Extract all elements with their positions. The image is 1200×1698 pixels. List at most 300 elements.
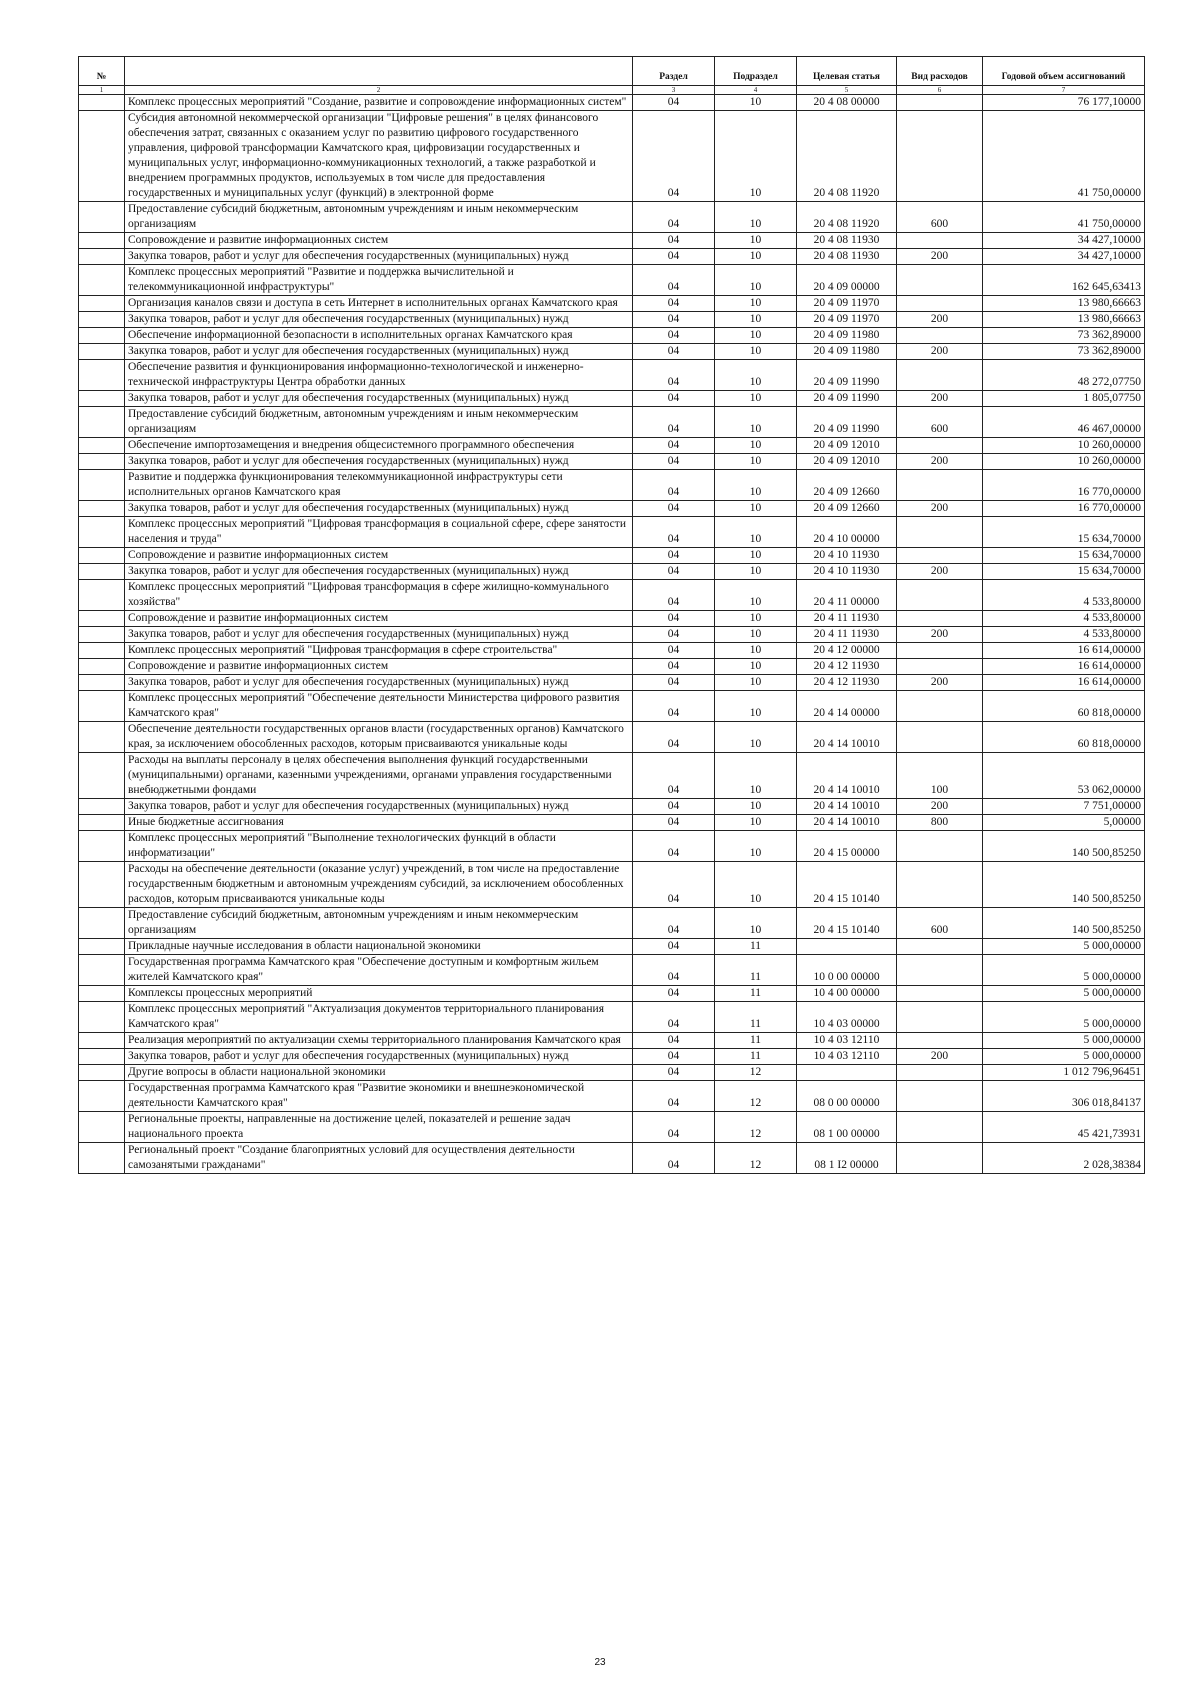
cell-razdel: 04 <box>633 1143 715 1174</box>
cell-name: Расходы на выплаты персоналу в целях обеспечения выполнения функций государственными (муниципальными) органами, казенными учреждениями, органами управления государственными внебюджетными фондами <box>125 753 633 799</box>
cell-target-article: 20 4 09 11990 <box>797 407 897 438</box>
cell-expense-type: 200 <box>897 627 983 643</box>
cell-amount: 46 467,00000 <box>983 407 1145 438</box>
cell-num <box>79 753 125 799</box>
cell-razdel: 04 <box>633 344 715 360</box>
table-row <box>79 438 1145 454</box>
table-row <box>79 1065 1145 1081</box>
cell-amount: 306 018,84137 <box>983 1081 1145 1112</box>
cell-name: Обеспечение деятельности государственных органов власти (государственных органов) Камчатского края, за исключением обособленных расходов, которым присваиваются уникальные коды <box>125 722 633 753</box>
cell-razdel: 04 <box>633 265 715 296</box>
cell-target-article: 10 4 03 00000 <box>797 1002 897 1033</box>
column-number: 2 <box>125 86 633 95</box>
header-expense-type: Вид расходов <box>897 57 983 86</box>
cell-name: Обеспечение развития и функционирования информационно-технологической и инженерно-технической инфраструктуры Центра обработки данных <box>125 360 633 391</box>
cell-num <box>79 939 125 955</box>
table-row <box>79 691 1145 722</box>
cell-amount: 4 533,80000 <box>983 580 1145 611</box>
cell-podrazdel: 12 <box>715 1065 797 1081</box>
cell-amount: 41 750,00000 <box>983 202 1145 233</box>
cell-expense-type: 200 <box>897 564 983 580</box>
cell-podrazdel: 10 <box>715 470 797 501</box>
cell-razdel: 04 <box>633 955 715 986</box>
table-row <box>79 1049 1145 1065</box>
table-row <box>79 862 1145 908</box>
cell-podrazdel: 12 <box>715 1112 797 1143</box>
cell-num <box>79 517 125 548</box>
cell-amount: 16 770,00000 <box>983 470 1145 501</box>
cell-name: Комплекс процессных мероприятий "Развитие и поддержка вычислительной и телекоммуникационной инфраструктуры" <box>125 265 633 296</box>
table-row <box>79 627 1145 643</box>
cell-num <box>79 548 125 564</box>
table-row <box>79 202 1145 233</box>
cell-num <box>79 95 125 111</box>
cell-expense-type <box>897 1112 983 1143</box>
cell-expense-type <box>897 611 983 627</box>
table-row <box>79 111 1145 202</box>
cell-target-article: 20 4 09 12010 <box>797 438 897 454</box>
budget-sheet <box>78 56 1144 1174</box>
cell-name: Государственная программа Камчатского края "Обеспечение доступным и комфортным жильем жителей Камчатского края" <box>125 955 633 986</box>
cell-amount: 4 533,80000 <box>983 627 1145 643</box>
header-target-article: Целевая статья <box>797 57 897 86</box>
cell-target-article: 20 4 09 11990 <box>797 360 897 391</box>
cell-expense-type <box>897 548 983 564</box>
cell-razdel: 04 <box>633 1033 715 1049</box>
cell-name: Расходы на обеспечение деятельности (оказание услуг) учреждений, в том числе на предоставление государственным бюджетным и автономным учреждениям субсидий, за исключением обособленных расходов, которым присваиваются уникальные коды <box>125 862 633 908</box>
cell-podrazdel: 10 <box>715 691 797 722</box>
cell-expense-type <box>897 470 983 501</box>
cell-podrazdel: 10 <box>715 328 797 344</box>
cell-podrazdel: 10 <box>715 862 797 908</box>
cell-expense-type <box>897 939 983 955</box>
cell-name: Закупка товаров, работ и услуг для обеспечения государственных (муниципальных) нужд <box>125 344 633 360</box>
cell-expense-type <box>897 986 983 1002</box>
cell-expense-type: 200 <box>897 454 983 470</box>
cell-podrazdel: 11 <box>715 939 797 955</box>
cell-razdel: 04 <box>633 296 715 312</box>
cell-podrazdel: 12 <box>715 1081 797 1112</box>
cell-expense-type <box>897 1002 983 1033</box>
cell-razdel: 04 <box>633 360 715 391</box>
table-row <box>79 312 1145 328</box>
page-number: 23 <box>594 1657 606 1668</box>
cell-razdel: 04 <box>633 1002 715 1033</box>
cell-target-article: 20 4 15 10140 <box>797 862 897 908</box>
cell-target-article: 20 4 09 11970 <box>797 312 897 328</box>
table-row <box>79 611 1145 627</box>
cell-podrazdel: 10 <box>715 296 797 312</box>
cell-podrazdel: 10 <box>715 908 797 939</box>
cell-name: Обеспечение импортозамещения и внедрения общесистемного программного обеспечения <box>125 438 633 454</box>
cell-target-article: 20 4 09 12660 <box>797 470 897 501</box>
cell-amount: 1 012 796,96451 <box>983 1065 1145 1081</box>
table-row <box>79 1033 1145 1049</box>
table-row <box>79 407 1145 438</box>
cell-target-article: 20 4 12 00000 <box>797 643 897 659</box>
cell-razdel: 04 <box>633 627 715 643</box>
table-row <box>79 564 1145 580</box>
cell-num <box>79 328 125 344</box>
cell-target-article: 10 0 00 00000 <box>797 955 897 986</box>
cell-num <box>79 675 125 691</box>
cell-target-article <box>797 939 897 955</box>
cell-podrazdel: 10 <box>715 548 797 564</box>
cell-amount: 5 000,00000 <box>983 1049 1145 1065</box>
cell-podrazdel: 10 <box>715 202 797 233</box>
cell-target-article: 20 4 11 11930 <box>797 627 897 643</box>
cell-name: Реализация мероприятий по актуализации схемы территориального планирования Камчатского края <box>125 1033 633 1049</box>
cell-name: Закупка товаров, работ и услуг для обеспечения государственных (муниципальных) нужд <box>125 627 633 643</box>
cell-amount: 4 533,80000 <box>983 611 1145 627</box>
cell-podrazdel: 10 <box>715 753 797 799</box>
cell-name: Сопровождение и развитие информационных систем <box>125 659 633 675</box>
cell-name: Закупка товаров, работ и услуг для обеспечения государственных (муниципальных) нужд <box>125 312 633 328</box>
cell-expense-type <box>897 95 983 111</box>
column-number-row <box>79 86 1145 95</box>
table-row <box>79 831 1145 862</box>
cell-num <box>79 501 125 517</box>
cell-amount: 2 028,38384 <box>983 1143 1145 1174</box>
column-number: 1 <box>79 86 125 95</box>
cell-num <box>79 862 125 908</box>
cell-razdel: 04 <box>633 312 715 328</box>
cell-amount: 16 614,00000 <box>983 675 1145 691</box>
cell-name: Закупка товаров, работ и услуг для обеспечения государственных (муниципальных) нужд <box>125 454 633 470</box>
cell-num <box>79 722 125 753</box>
cell-razdel: 04 <box>633 675 715 691</box>
cell-amount: 10 260,00000 <box>983 438 1145 454</box>
cell-amount: 16 614,00000 <box>983 659 1145 675</box>
table-row <box>79 753 1145 799</box>
cell-podrazdel: 10 <box>715 517 797 548</box>
cell-name: Закупка товаров, работ и услуг для обеспечения государственных (муниципальных) нужд <box>125 391 633 407</box>
cell-podrazdel: 10 <box>715 265 797 296</box>
table-row <box>79 815 1145 831</box>
cell-amount: 73 362,89000 <box>983 344 1145 360</box>
cell-expense-type <box>897 862 983 908</box>
cell-name: Комплекс процессных мероприятий "Обеспечение деятельности Министерства цифрового развития Камчатского края" <box>125 691 633 722</box>
cell-target-article: 20 4 11 00000 <box>797 580 897 611</box>
cell-expense-type <box>897 643 983 659</box>
cell-num <box>79 831 125 862</box>
cell-num <box>79 312 125 328</box>
cell-num <box>79 659 125 675</box>
cell-amount: 16 614,00000 <box>983 643 1145 659</box>
cell-expense-type <box>897 659 983 675</box>
cell-razdel: 04 <box>633 1112 715 1143</box>
cell-name: Субсидия автономной некоммерческой организации "Цифровые решения" в целях финансового обеспечения затрат, связанных с оказанием услуг по развитию цифрового государственного управления, цифровой трансформации Камчатского края, цифровизации государственных и муниципальных услуг, информационно-коммуникационных технологий, а также разработкой и внедрением программных продуктов, используемых в том числе для предоставления государственных и муниципальных услуг (функций) в электронной форме <box>125 111 633 202</box>
cell-name: Государственная программа Камчатского края "Развитие экономики и внешнеэкономической деятельности Камчатского края" <box>125 1081 633 1112</box>
cell-num <box>79 202 125 233</box>
cell-podrazdel: 10 <box>715 564 797 580</box>
cell-num <box>79 265 125 296</box>
cell-num <box>79 470 125 501</box>
cell-podrazdel: 10 <box>715 438 797 454</box>
cell-razdel: 04 <box>633 501 715 517</box>
cell-podrazdel: 10 <box>715 799 797 815</box>
cell-podrazdel: 10 <box>715 659 797 675</box>
cell-amount: 7 751,00000 <box>983 799 1145 815</box>
cell-razdel: 04 <box>633 691 715 722</box>
cell-target-article <box>797 1065 897 1081</box>
cell-razdel: 04 <box>633 454 715 470</box>
cell-podrazdel: 10 <box>715 611 797 627</box>
table-body <box>79 95 1145 1174</box>
cell-expense-type: 200 <box>897 344 983 360</box>
cell-podrazdel: 10 <box>715 454 797 470</box>
cell-podrazdel: 12 <box>715 1143 797 1174</box>
cell-name: Прикладные научные исследования в области национальной экономики <box>125 939 633 955</box>
cell-podrazdel: 10 <box>715 344 797 360</box>
cell-podrazdel: 10 <box>715 360 797 391</box>
cell-target-article: 20 4 10 00000 <box>797 517 897 548</box>
cell-num <box>79 986 125 1002</box>
table-row <box>79 470 1145 501</box>
cell-podrazdel: 10 <box>715 675 797 691</box>
table-row <box>79 296 1145 312</box>
cell-num <box>79 815 125 831</box>
cell-razdel: 04 <box>633 1065 715 1081</box>
cell-name: Предоставление субсидий бюджетным, автономным учреждениям и иным некоммерческим организациям <box>125 407 633 438</box>
cell-razdel: 04 <box>633 659 715 675</box>
column-number: 3 <box>633 86 715 95</box>
cell-podrazdel: 10 <box>715 831 797 862</box>
cell-amount: 5 000,00000 <box>983 1033 1145 1049</box>
cell-num <box>79 111 125 202</box>
cell-amount: 5,00000 <box>983 815 1145 831</box>
header-podrazdel: Подраздел <box>715 57 797 86</box>
cell-target-article: 20 4 08 11930 <box>797 249 897 265</box>
cell-num <box>79 611 125 627</box>
cell-num <box>79 1033 125 1049</box>
cell-target-article: 20 4 14 00000 <box>797 691 897 722</box>
cell-expense-type: 600 <box>897 407 983 438</box>
cell-num <box>79 360 125 391</box>
table-row <box>79 799 1145 815</box>
cell-name: Закупка товаров, работ и услуг для обеспечения государственных (муниципальных) нужд <box>125 1049 633 1065</box>
table-row <box>79 517 1145 548</box>
cell-expense-type: 200 <box>897 312 983 328</box>
cell-expense-type <box>897 438 983 454</box>
cell-name: Другие вопросы в области национальной экономики <box>125 1065 633 1081</box>
cell-amount: 5 000,00000 <box>983 939 1145 955</box>
cell-razdel: 04 <box>633 470 715 501</box>
cell-target-article: 20 4 08 11920 <box>797 202 897 233</box>
cell-expense-type <box>897 1081 983 1112</box>
cell-podrazdel: 10 <box>715 391 797 407</box>
cell-name: Предоставление субсидий бюджетным, автономным учреждениям и иным некоммерческим организациям <box>125 202 633 233</box>
table-row <box>79 501 1145 517</box>
cell-target-article: 20 4 14 10010 <box>797 815 897 831</box>
cell-num <box>79 643 125 659</box>
table-row <box>79 548 1145 564</box>
cell-podrazdel: 10 <box>715 501 797 517</box>
cell-razdel: 04 <box>633 986 715 1002</box>
cell-amount: 162 645,63413 <box>983 265 1145 296</box>
cell-razdel: 04 <box>633 580 715 611</box>
cell-expense-type <box>897 296 983 312</box>
cell-expense-type <box>897 580 983 611</box>
cell-name: Организация каналов связи и доступа в сеть Интернет в исполнительных органах Камчатского края <box>125 296 633 312</box>
cell-expense-type <box>897 1033 983 1049</box>
cell-podrazdel: 11 <box>715 1033 797 1049</box>
cell-podrazdel: 11 <box>715 955 797 986</box>
cell-razdel: 04 <box>633 249 715 265</box>
column-number: 7 <box>983 86 1145 95</box>
cell-target-article: 20 4 09 00000 <box>797 265 897 296</box>
cell-target-article: 20 4 09 11980 <box>797 328 897 344</box>
cell-amount: 15 634,70000 <box>983 548 1145 564</box>
cell-amount: 34 427,10000 <box>983 249 1145 265</box>
cell-num <box>79 1002 125 1033</box>
table-row <box>79 95 1145 111</box>
cell-target-article: 08 0 00 00000 <box>797 1081 897 1112</box>
cell-num <box>79 296 125 312</box>
cell-target-article: 20 4 08 00000 <box>797 95 897 111</box>
header-annual-amount: Годовой объем ассигнований <box>983 57 1145 86</box>
table-row <box>79 265 1145 296</box>
cell-razdel: 04 <box>633 111 715 202</box>
cell-num <box>79 1065 125 1081</box>
cell-name: Комплекс процессных мероприятий "Выполнение технологических функций в области информатизации" <box>125 831 633 862</box>
cell-target-article: 20 4 08 11920 <box>797 111 897 202</box>
cell-podrazdel: 10 <box>715 580 797 611</box>
cell-amount: 5 000,00000 <box>983 1002 1145 1033</box>
cell-razdel: 04 <box>633 799 715 815</box>
cell-podrazdel: 11 <box>715 986 797 1002</box>
table-row <box>79 360 1145 391</box>
cell-target-article: 20 4 12 11930 <box>797 675 897 691</box>
cell-amount: 45 421,73931 <box>983 1112 1145 1143</box>
cell-num <box>79 233 125 249</box>
cell-amount: 15 634,70000 <box>983 517 1145 548</box>
cell-name: Комплексы процессных мероприятий <box>125 986 633 1002</box>
cell-podrazdel: 10 <box>715 815 797 831</box>
table-row <box>79 1112 1145 1143</box>
cell-name: Обеспечение информационной безопасности в исполнительных органах Камчатского края <box>125 328 633 344</box>
cell-amount: 41 750,00000 <box>983 111 1145 202</box>
cell-target-article: 20 4 14 10010 <box>797 753 897 799</box>
cell-name: Сопровождение и развитие информационных систем <box>125 233 633 249</box>
cell-num <box>79 1049 125 1065</box>
table-row <box>79 391 1145 407</box>
cell-target-article: 08 1 00 00000 <box>797 1112 897 1143</box>
cell-name: Региональные проекты, направленные на достижение целей, показателей и решение задач национального проекта <box>125 1112 633 1143</box>
cell-razdel: 04 <box>633 753 715 799</box>
cell-expense-type: 200 <box>897 1049 983 1065</box>
cell-expense-type: 200 <box>897 501 983 517</box>
cell-name: Закупка товаров, работ и услуг для обеспечения государственных (муниципальных) нужд <box>125 564 633 580</box>
table-row <box>79 1002 1145 1033</box>
cell-target-article: 08 1 I2 00000 <box>797 1143 897 1174</box>
cell-target-article: 20 4 14 10010 <box>797 799 897 815</box>
cell-amount: 76 177,10000 <box>983 95 1145 111</box>
cell-amount: 16 770,00000 <box>983 501 1145 517</box>
cell-target-article: 20 4 10 11930 <box>797 564 897 580</box>
cell-razdel: 04 <box>633 1049 715 1065</box>
cell-razdel: 04 <box>633 391 715 407</box>
cell-amount: 13 980,66663 <box>983 312 1145 328</box>
table-row <box>79 722 1145 753</box>
cell-num <box>79 1143 125 1174</box>
cell-name: Закупка товаров, работ и услуг для обеспечения государственных (муниципальных) нужд <box>125 675 633 691</box>
table-row <box>79 1143 1145 1174</box>
cell-num <box>79 1112 125 1143</box>
cell-num <box>79 627 125 643</box>
cell-name: Сопровождение и развитие информационных систем <box>125 611 633 627</box>
cell-expense-type <box>897 328 983 344</box>
cell-target-article: 20 4 15 00000 <box>797 831 897 862</box>
cell-name: Сопровождение и развитие информационных систем <box>125 548 633 564</box>
cell-amount: 1 805,07750 <box>983 391 1145 407</box>
table-row <box>79 1081 1145 1112</box>
cell-name: Закупка товаров, работ и услуг для обеспечения государственных (муниципальных) нужд <box>125 249 633 265</box>
cell-name: Комплекс процессных мероприятий "Цифровая трансформация в сфере строительства" <box>125 643 633 659</box>
cell-name: Развитие и поддержка функционирования телекоммуникационной инфраструктуры сети исполнительных органов Камчатского края <box>125 470 633 501</box>
budget-table <box>78 56 1145 1174</box>
cell-expense-type <box>897 111 983 202</box>
cell-amount: 13 980,66663 <box>983 296 1145 312</box>
cell-razdel: 04 <box>633 862 715 908</box>
column-number: 5 <box>797 86 897 95</box>
cell-num <box>79 391 125 407</box>
cell-expense-type <box>897 360 983 391</box>
cell-target-article: 20 4 10 11930 <box>797 548 897 564</box>
cell-expense-type: 200 <box>897 675 983 691</box>
cell-expense-type <box>897 722 983 753</box>
cell-name: Закупка товаров, работ и услуг для обеспечения государственных (муниципальных) нужд <box>125 501 633 517</box>
cell-expense-type: 600 <box>897 202 983 233</box>
cell-expense-type <box>897 265 983 296</box>
cell-razdel: 04 <box>633 939 715 955</box>
cell-amount: 73 362,89000 <box>983 328 1145 344</box>
cell-expense-type <box>897 831 983 862</box>
table-row <box>79 955 1145 986</box>
cell-podrazdel: 10 <box>715 643 797 659</box>
cell-amount: 34 427,10000 <box>983 233 1145 249</box>
cell-razdel: 04 <box>633 611 715 627</box>
cell-amount: 140 500,85250 <box>983 831 1145 862</box>
cell-target-article: 20 4 08 11930 <box>797 233 897 249</box>
cell-num <box>79 799 125 815</box>
cell-razdel: 04 <box>633 722 715 753</box>
cell-name: Комплекс процессных мероприятий "Создание, развитие и сопровождение информационных систем" <box>125 95 633 111</box>
cell-podrazdel: 10 <box>715 95 797 111</box>
cell-amount: 48 272,07750 <box>983 360 1145 391</box>
table-row <box>79 344 1145 360</box>
cell-target-article: 20 4 15 10140 <box>797 908 897 939</box>
table-row <box>79 939 1145 955</box>
cell-expense-type: 800 <box>897 815 983 831</box>
cell-podrazdel: 10 <box>715 111 797 202</box>
cell-razdel: 04 <box>633 548 715 564</box>
cell-num <box>79 691 125 722</box>
cell-expense-type: 200 <box>897 799 983 815</box>
cell-podrazdel: 10 <box>715 722 797 753</box>
cell-name: Комплекс процессных мероприятий "Цифровая трансформация в сфере жилищно-коммунального хозяйства" <box>125 580 633 611</box>
cell-target-article: 10 4 00 00000 <box>797 986 897 1002</box>
cell-expense-type <box>897 1065 983 1081</box>
cell-amount: 140 500,85250 <box>983 908 1145 939</box>
cell-target-article: 20 4 09 12660 <box>797 501 897 517</box>
cell-razdel: 04 <box>633 407 715 438</box>
table-row <box>79 580 1145 611</box>
header-name <box>125 57 633 86</box>
cell-target-article: 20 4 14 10010 <box>797 722 897 753</box>
header-number: № <box>79 57 125 86</box>
cell-name: Закупка товаров, работ и услуг для обеспечения государственных (муниципальных) нужд <box>125 799 633 815</box>
